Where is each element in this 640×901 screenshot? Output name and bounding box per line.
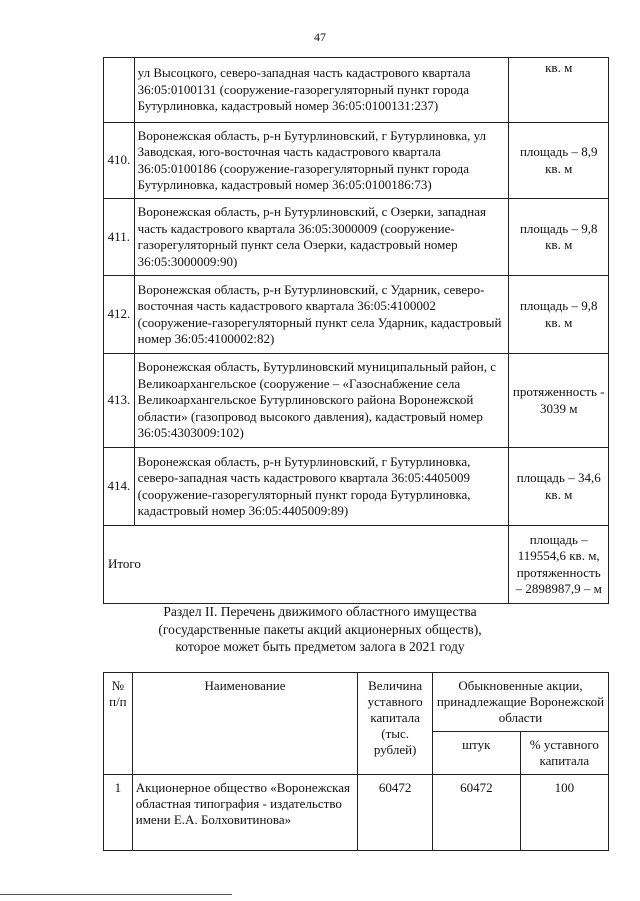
page-number: 47	[314, 30, 326, 44]
table-row	[104, 354, 609, 448]
row-description: Воронежская область, Бутурлиновский муниципальный район, с Великоархангельское (сооружение – «Газоснабжение села Великоархангельское Бутурлиновского района Воронежской области» (газопровод высокого давления), кадастровый номер 36:05:4303009:102)	[134, 354, 509, 448]
row-value: площадь – 9,8 кв. м	[509, 276, 609, 354]
section-title-line: которое может быть предметом залога в 2021 году	[175, 639, 465, 654]
row-number: 410.	[104, 123, 135, 199]
row-description: Воронежская область, р-н Бутурлиновский, г Бутурлиновка, ул Заводская, юго-восточная часть кадастрового квартала 36:05:0100186 (сооружение-газорегуляторный пункт города Бутурлиновка, кадастровый номер 36:05:0100186:73)	[134, 123, 509, 199]
row-value: площадь – 34,6 кв. м	[509, 448, 609, 526]
row-number: 1	[104, 775, 133, 851]
header-capital: Величина уставного капитала (тыс. рублей)	[358, 673, 433, 775]
row-number: 413.	[104, 354, 135, 448]
row-shares-count: 60472	[432, 775, 520, 851]
header-name: Наименование	[132, 673, 358, 775]
table-row	[104, 775, 609, 851]
table-row	[104, 276, 609, 354]
row-value: площадь – 8,9 кв. м	[509, 123, 609, 199]
table-row	[104, 58, 609, 123]
row-value: протяженность - 3039 м	[509, 354, 609, 448]
section-title-line: Раздел II. Перечень движимого областного имущества	[163, 604, 477, 619]
row-number: 414.	[104, 448, 135, 526]
row-description: Воронежская область, р-н Бутурлиновский, с Озерки, западная часть кадастрового квартала 36:05:3000009 (сооружение-газорегуляторный пункт села Озерки, кадастровый номер 36:05:3000009:90)	[134, 199, 509, 276]
header-number: № п/п	[104, 673, 133, 775]
header-shares-pct: % уставного капитала	[520, 732, 608, 775]
shares-table	[103, 672, 609, 851]
header-shares-group: Обыкновенные акции, принадлежащие Воронежской области	[432, 673, 608, 732]
total-label: Итого	[104, 526, 509, 604]
row-number: 412.	[104, 276, 135, 354]
table-row	[104, 448, 609, 526]
property-table	[103, 57, 609, 604]
row-value: площадь – 9,8 кв. м	[509, 199, 609, 276]
table-row	[104, 123, 609, 199]
section-title	[0, 603, 640, 656]
row-shares-pct: 100	[520, 775, 608, 851]
table-row	[104, 199, 609, 276]
row-name: Акционерное общество «Воронежская областная типография - издательство имени Е.А. Болховитинова»	[132, 775, 358, 851]
table-header-row	[104, 673, 609, 732]
footer-divider	[0, 894, 232, 895]
header-shares-count: штук	[432, 732, 520, 775]
row-description: ул Высоцкого, северо-западная часть кадастрового квартала 36:05:0100131 (сооружение-газорегуляторный пункт города Бутурлиновка, кадастровый номер 36:05:0100131:237)	[134, 58, 509, 123]
total-value: площадь – 119554,6 кв. м, протяженность – 2898987,9 – м	[509, 526, 609, 604]
row-capital: 60472	[358, 775, 433, 851]
section-title-line: (государственные пакеты акций акционерных обществ),	[158, 621, 482, 637]
total-row	[104, 526, 609, 604]
row-number	[104, 58, 135, 123]
row-description: Воронежская область, р-н Бутурлиновский, г Бутурлиновка, северо-западная часть кадастрового квартала 36:05:4405009 (сооружение-газорегуляторный пункт города Бутурлиновка, кадастровый номер 36:05:4405009:89)	[134, 448, 509, 526]
row-description: Воронежская область, р-н Бутурлиновский, с Ударник, северо-восточная часть кадастрового квартала 36:05:4100002 (сооружение-газорегуляторный пункт села Ударник, кадастровый номер 36:05:4100002:82)	[134, 276, 509, 354]
row-value: кв. м	[509, 58, 609, 123]
row-number: 411.	[104, 199, 135, 276]
